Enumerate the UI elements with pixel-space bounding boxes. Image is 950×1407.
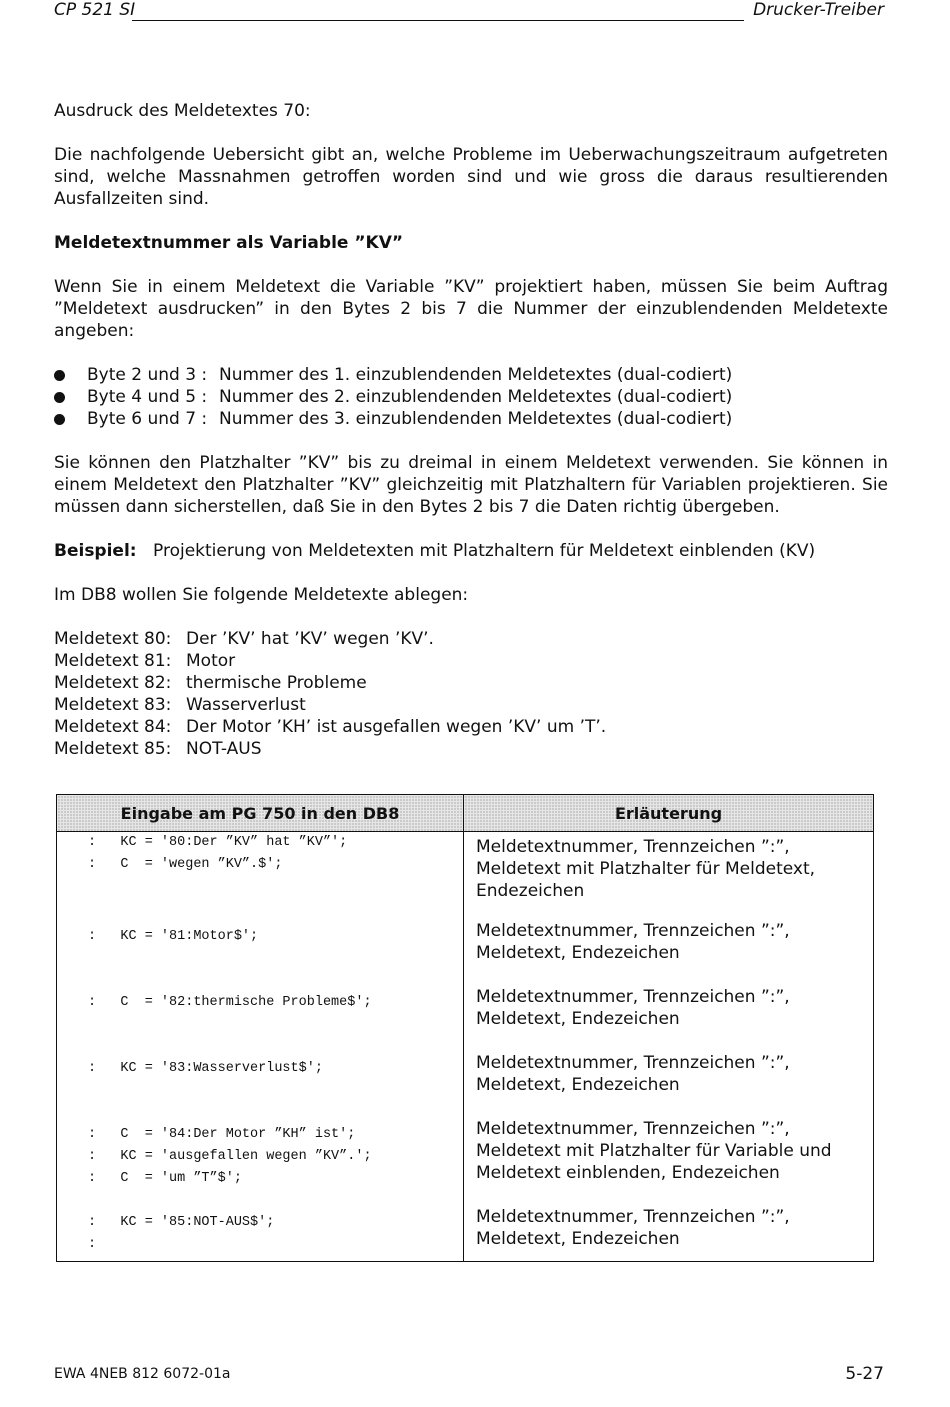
explanation-cell (464, 1118, 874, 1206)
explanation-line: Meldetext, Endezeichen (476, 1074, 680, 1095)
list-item (54, 408, 888, 430)
table-header-row (57, 795, 874, 832)
footer-page-number: 5-27 (845, 1364, 884, 1384)
byte-list (54, 364, 888, 430)
example-label: Beispiel: (54, 541, 137, 561)
byte-label: Byte 4 und 5 : (87, 387, 208, 407)
explanation-cell (464, 986, 874, 1052)
table-row (57, 832, 874, 920)
code-cell (57, 1052, 464, 1118)
section-title: Meldetextnummer als Variable ”KV” (54, 233, 404, 253)
code-text: : KC = '81:Motor$'; (88, 928, 259, 944)
explanation-cell (464, 832, 874, 920)
explanation-line: Meldetextnummer, Trennzeichen ”:”, (476, 837, 790, 857)
explanation-line: Meldetext, Endezeichen (476, 942, 680, 963)
meldetext-value: Wasserverlust (186, 695, 306, 715)
meldetext-value: thermische Probleme (186, 673, 367, 693)
table-row (57, 920, 874, 986)
bullet-icon (54, 392, 65, 403)
code-cell (57, 986, 464, 1052)
column-header-explanation: Erläuterung (464, 795, 874, 832)
table-row (57, 986, 874, 1052)
code-text: : KC = '85:NOT-AUS$'; : (88, 1214, 275, 1252)
bullet-icon (54, 414, 65, 425)
table-row (57, 1052, 874, 1118)
list-item (54, 386, 888, 408)
list-item (54, 694, 888, 716)
explanation-line: Meldetext einblenden, Endezeichen (476, 1162, 780, 1183)
explanation-line: Endezeichen (476, 881, 585, 901)
list-item (54, 364, 888, 386)
explanation-line: Meldetextnummer, Trennzeichen ”:”, (476, 986, 790, 1007)
meldetext-list (54, 628, 888, 760)
explanation-line: Meldetextnummer, Trennzeichen ”:”, (476, 1052, 790, 1073)
table-row (57, 1206, 874, 1262)
page-content (54, 100, 888, 760)
byte-label: Byte 2 und 3 : (87, 365, 208, 385)
list-item (54, 650, 888, 672)
code-text: : KC = '83:Wasserverlust$'; (88, 1060, 323, 1076)
explanation-line: Meldetext mit Platzhalter für Variable und (476, 1140, 832, 1161)
section-paragraph-2: Sie können den Platzhalter ”KV” bis zu dreimal in einem Meldetext verwenden. Sie können in einem Meldetext den Platzhalter ”KV” gleichzeitig mit Platzhaltern für Variablen projektieren. Sie müssen dann sicherstellen, daß Sie in den Bytes 2 bis 7 die Daten richtig übergeben. (54, 453, 888, 517)
explanation-line: Meldetextnummer, Trennzeichen ”:”, (476, 920, 790, 941)
code-cell (57, 1206, 464, 1262)
header-rule (132, 20, 744, 21)
byte-text: Nummer des 1. einzublendenden Meldetextes (dual-codiert) (219, 365, 733, 385)
explanation-line: Meldetext mit Platzhalter für Meldetext, (476, 859, 816, 879)
bullet-icon (54, 370, 65, 381)
list-item (54, 672, 888, 694)
code-text: : C = '84:Der Motor ”KH” ist'; : KC = 'ausgefallen wegen ”KV”.'; : C = 'um ”T”$'; (88, 1126, 372, 1186)
example-text: Projektierung von Meldetexten mit Platzhaltern für Meldetext einblenden (KV) (153, 541, 816, 561)
list-item (54, 716, 888, 738)
db8-table (56, 794, 874, 1262)
meldetext-value: NOT-AUS (186, 739, 262, 759)
header-left: CP 521 SI (54, 0, 141, 20)
footer-doc-number: EWA 4NEB 812 6072-01a (54, 1366, 231, 1382)
explanation-line: Meldetext, Endezeichen (476, 1228, 680, 1249)
header-right: Drucker-Treiber (747, 0, 884, 20)
explanation-cell (464, 920, 874, 986)
intro-heading: Ausdruck des Meldetextes 70: (54, 101, 311, 121)
code-cell (57, 832, 464, 920)
meldetext-label: Meldetext 85: (54, 739, 172, 759)
example-intro: Im DB8 wollen Sie folgende Meldetexte ablegen: (54, 585, 469, 605)
meldetext-value: Motor (186, 651, 236, 671)
example-line (54, 540, 888, 562)
meldetext-label: Meldetext 80: (54, 629, 172, 649)
intro-paragraph: Die nachfolgende Uebersicht gibt an, welche Probleme im Ueberwachungszeitraum aufgetreten sind, welche Massnahmen getroffen worden sind und wie gross die daraus resultierenden Ausfallzeiten sind. (54, 145, 888, 209)
table-row (57, 1118, 874, 1206)
meldetext-label: Meldetext 84: (54, 717, 172, 737)
explanation-line: Meldetext, Endezeichen (476, 1008, 680, 1029)
byte-label: Byte 6 und 7 : (87, 409, 208, 429)
page-header (54, 0, 884, 24)
meldetext-value: Der Motor ’KH’ ist ausgefallen wegen ’KV’ um ’T’. (186, 717, 607, 737)
section-paragraph: Wenn Sie in einem Meldetext die Variable ”KV” projektiert haben, müssen Sie beim Auftrag ”Meldetext ausdrucken” in den Bytes 2 bis 7 die Nummer der einzublendenden Meldetexte angeben: (54, 277, 888, 341)
byte-text: Nummer des 2. einzublendenden Meldetextes (dual-codiert) (219, 387, 733, 407)
explanation-line: Meldetextnummer, Trennzeichen ”:”, (476, 1206, 790, 1227)
list-item (54, 628, 888, 650)
meldetext-label: Meldetext 81: (54, 651, 172, 671)
column-header-input: Eingabe am PG 750 in den DB8 (57, 795, 464, 832)
code-cell (57, 1118, 464, 1206)
code-text: : C = '82:thermische Probleme$'; (88, 994, 372, 1010)
explanation-cell (464, 1052, 874, 1118)
byte-text: Nummer des 3. einzublendenden Meldetextes (dual-codiert) (219, 409, 733, 429)
meldetext-label: Meldetext 83: (54, 695, 172, 715)
explanation-line: Meldetextnummer, Trennzeichen ”:”, (476, 1118, 790, 1139)
meldetext-value: Der ’KV’ hat ’KV’ wegen ’KV’. (186, 629, 434, 649)
list-item (54, 738, 888, 760)
code-cell (57, 920, 464, 986)
code-text: : KC = '80:Der ”KV” hat ”KV”'; : C = 'wegen ”KV”.$'; (88, 835, 348, 872)
meldetext-label: Meldetext 82: (54, 673, 172, 693)
explanation-cell (464, 1206, 874, 1262)
